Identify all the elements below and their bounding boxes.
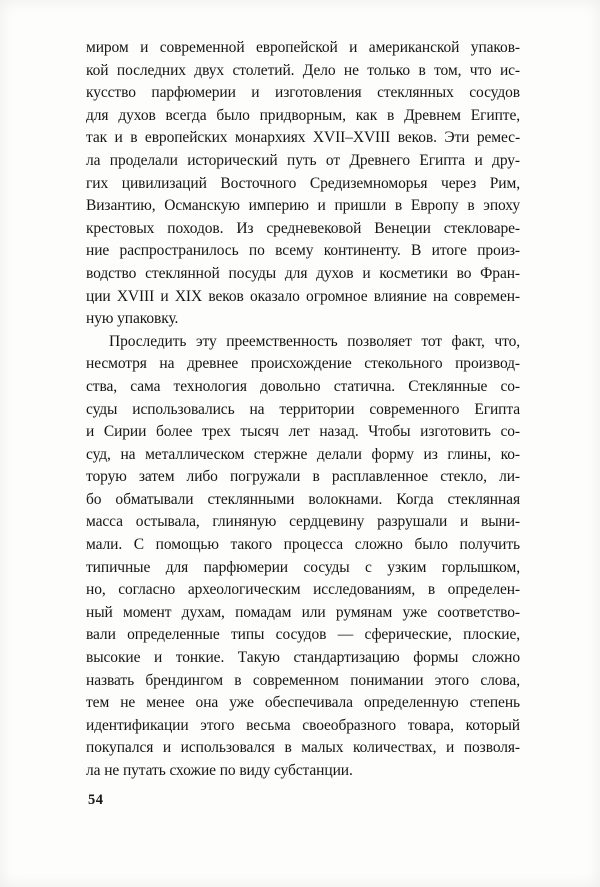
text-line: суд, на металлическом стержне делали форму из глины, ко- (86, 445, 520, 463)
text-line: водство стеклянной посуды для духов и косметики во Фран- (86, 264, 520, 282)
text-line: ла не путать схожие по виду субстанции. (86, 762, 353, 779)
text-line: кой последних двух столетий. Дело не только в том, что ис- (86, 61, 520, 79)
page-text-body (86, 37, 520, 783)
text-line: ции XVIII и XIX веков оказало огромное влияние на современ- (86, 287, 520, 305)
text-line: ный момент духам, помадам или румянам уже соответство- (86, 603, 520, 621)
text-line: гих цивилизаций Восточного Средиземноморья через Рим, (86, 174, 520, 192)
text-line: суды использовались на территории современного Египта (86, 400, 520, 418)
text-line: назвать брендингом в современном понимании этого слова, (86, 671, 520, 689)
text-line: ства, сама технология довольно статична. Стеклянные со- (86, 377, 520, 395)
text-line: ную упаковку. (86, 310, 179, 328)
text-line: торую затем либо погружали в расплавленное стекло, ли- (86, 468, 520, 486)
page-number: 54 (88, 792, 104, 808)
text-line: ние распространилось по всему континенту. В итоге произ- (86, 242, 520, 260)
text-line: покупался и использовался в малых количествах, и позволя- (86, 739, 520, 757)
text-line: крестовых походов. Из средневековой Венеции стекловаре- (86, 219, 520, 237)
text-line: идентификации этого весьма своеобразного товара, который (86, 716, 520, 734)
text-line: и Сирии более трех тысяч лет назад. Чтобы изготовить со- (86, 423, 520, 441)
paragraph (86, 331, 520, 783)
text-line: типичные для парфюмерии сосуды с узким горлышком, (86, 558, 520, 576)
text-line: вали определенные типы сосудов — сферические, плоские, (86, 626, 520, 644)
text-line: миром и современной европейской и американской упаков- (86, 39, 520, 56)
text-line: высокие и тонкие. Такую стандартизацию формы сложно (86, 649, 520, 667)
text-line: несмотря на древнее происхождение стекольного производ- (86, 355, 520, 373)
text-line: Византию, Османскую империю и пришли в Европу в эпоху (86, 197, 520, 215)
text-line: бо обматывали стеклянными волокнами. Когда стеклянная (86, 490, 520, 508)
text-line: масса остывала, глиняную сердцевину разрушали и выни- (86, 513, 520, 531)
text-line: ла проделали исторический путь от Древнего Египта и дру- (86, 151, 520, 169)
text-line: Проследить эту преемственность позволяет тот факт, что, (109, 332, 520, 350)
text-line: так и в европейских монархиях XVII–XVIII веков. Эти ремес- (86, 129, 520, 147)
text-line: кусство парфюмерии и изготовления стеклянных сосудов (86, 84, 520, 102)
paragraph (86, 37, 520, 331)
text-line: но, согласно археологическим исследованиям, в определен- (86, 581, 520, 599)
text-line: для духов всегда было придворным, как в Древнем Египте, (86, 106, 520, 124)
text-line: тем не менее она уже обеспечивала определенную степень (86, 694, 520, 712)
text-line: мали. С помощью такого процесса сложно было получить (86, 536, 520, 554)
